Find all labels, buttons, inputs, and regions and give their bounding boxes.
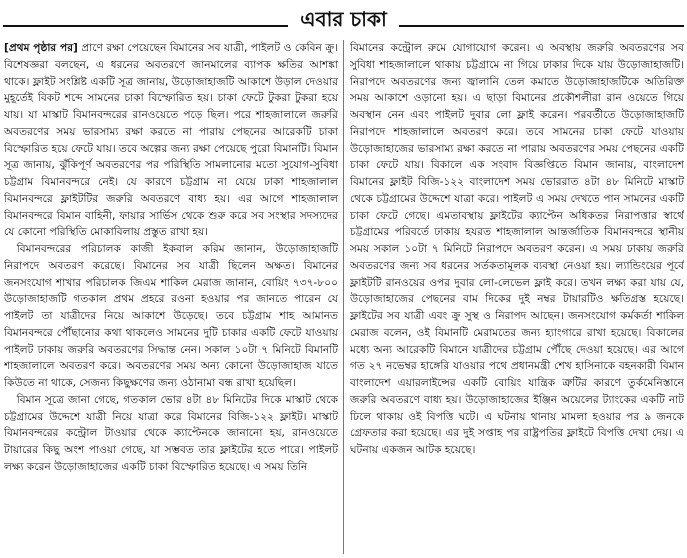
headline: এবার চাকা	[288, 4, 399, 34]
headline-bar	[0, 4, 687, 34]
column-divider	[343, 40, 344, 554]
paragraph-1	[4, 40, 338, 241]
article-column-right	[350, 40, 684, 554]
continuation-kicker: [প্রথম পৃষ্ঠার পর]	[4, 42, 78, 54]
article-column-left	[4, 40, 338, 554]
paragraph-4: বিমানের কন্ট্রোল রুমে যোগাযোগ করেন। এ অবস্থায় জরুরি অবতরণের সব সুবিধা শাহজালালে থাকায় চট্টগ্রামে না গিয়ে ঢাকার দিকে যায় উড়োজাহাজটি। নিরাপদে অবতরণের জন্য জ্বালানি তেল কমাতে উড়োজাহাজটিকে অতিরিক্ত সময় আকাশে ওড়ানো হয়। এ ছাড়া বিমানের প্রকৌশলীরা রান ওয়েতে গিয়ে অবস্থান নেন এবং পাইলট দুবার লো ফ্লাই করেন। পরবর্তীতে উড়োজাহাজটি নিরাপদে শাহজালালে অবতরণ করে। তবে সামনের চাকা ফেটে যাওয়ায় উড়োজাহাজের ভারসাম্য রক্ষা করতে না পারায় অবতরণের সময় পেছনের একটি চাকা ফেটে যায়। বিকালে এক সংবাদ বিজ্ঞপ্তিতে বিমান জানায়, বাংলাদেশ বিমানের ফ্লাইট বিজি-১২২ বাংলাদেশ সময় ভোররাত ৪টা ৪৮ মিনিটে মাস্কাট থেকে চট্টগ্রামের উদ্দেশে যাত্রা করে। পাইলট এ সময় দেখতে পান সামনের একটি চাকা ফেটে গেছে। এমতাবস্থায় ফ্লাইটের ক্যাপ্টেন অধিকতর নিরাপত্তার স্বার্থে চট্টগ্রামের পরিবর্তে ঢাকায় হযরত শাহজালাল আন্তর্জাতিক বিমানবন্দরে স্থানীয় সময় সকাল ১০টা ৭ মিনিটে নিরাপদে অবতরণ করেন। এ সময় ঢাকায় জরুরি অবতরণের জন্য সব ধরনের সর্তকতামূলক ব্যবস্থা নেওয়া হয়। ল্যান্ডিংয়ের পূর্বে ফ্লাইটটি রানওয়ের ওপর দুবার লো-লেভেল ফ্লাই করে। তখন লক্ষ্য করা যায় যে, উড়োজাহাজের পেছনের বাম দিকের দুই নম্বর টায়ারটিও ক্ষতিগ্রস্ত হয়েছে। ফ্লাইটের সব যাত্রী এবং ক্রু সুস্থ ও নিরাপদ আছেন। জনসংযোগ কর্মকর্তা শাকিল মেরাজ বলেন, ওই বিমানটি মেরামতের জন্য হ্যাংগারে রাখা হয়েছে। বিকালের মধ্যে অন্য আরেকটি বিমানে যাত্রীদের চট্টগ্রাম পৌঁছে দেওয়া হয়েছে। এর আগে গত ২৭ নভেম্বর হাঙ্গেরি যাওয়ার পথে প্রধানমন্ত্রী শেখ হাসিনাকে বহনকারী বিমান বাংলাদেশ এয়ারলাইন্সের একটি বোয়িং যান্ত্রিক ত্রুটির কারণে তুর্কমেনিস্তানে জরুরি অবতরণে বাধ্য হয়। উড়োজাহাজের ইঞ্জিন অয়েলের ট্যাংকের একটি নাট ঢিলে থাকায় ওই বিপত্তি ঘটে। এ ঘটনায় থানায় মামলা হওয়ার পর ৯ জনকে গ্রেফতার করা হয়েছে। এর দুই সপ্তাহ পর রাষ্ট্রপতির ফ্লাইটে বিপত্তি দেখা দেয়। এ ঘটনায় একজন আটক হয়েছে।	[350, 42, 684, 456]
paragraph-1-text: প্রাণে রক্ষা পেয়েছেন বিমানের সব যাত্রী, পাইলট ও কেবিন ক্রু। বিশেষজ্ঞরা বলছেন, এ ধরনের অবতরণে জানমালের ব্যাপক ক্ষতির আশঙ্কা থাকে। ফ্লাইট সংশ্লিষ্ট একটি সূত্র জানায়, উড়োজাহাজটি আকাশে উড়াল দেওয়ার মুহূর্তেই বিকট শব্দে সামনের চাকা বিস্ফোরিত হয়। চাকা ফেটে টুকরা টুকরা হয়ে যায়। যা মাস্কাট বিমানবন্দরের রানওয়েতে পড়ে ছিল। পরে শাহজালালে জরুরি অবতরণের সময় ভারসাম্য রক্ষা করতে না পারায় পেছনের আরেকটি চাকা বিস্ফোরিত হয়ে ফেটে যায়। তবে অল্পের জন্য রক্ষা পেয়েছে পুরো বিমানটি। বিমান সূত্র জানায়, ঝুঁকিপূর্ণ অবতরণের পর পরিস্থিতি সামলানোর মতো সুযোগ-সুবিধা চট্টগ্রাম বিমানবন্দরে নেই। যে কারণে চট্টগ্রাম না যেয়ে ঢাকা শাহজালাল বিমানবন্দরে ফ্লাইটটির জরুরি অবতরণে বাধ্য হয়। এর আগে শাহজালাল বিমানবন্দরে বিমান বাহিনী, ফায়ার সার্ভিস থেকে শুরু করে সব সংস্থার সদস্যদের যে কোনো পরিস্থিতি মোকাবিলায় প্রস্তুত রাখা হয়।	[4, 42, 338, 239]
paragraph-2: বিমানবন্দরের পরিচালক কাজী ইকবাল করিম জানান, উড়োজাহাজটি নিরাপদে অবতরণ করেছে। বিমানের সব যাত্রী ছিলেন অক্ষত। বিমানের জনসংযোগ শাখার পরিচালক জিএম শাকিল মেরাজ জানান, বোয়িং ৭৩৭-৮০০ উড়োজাহাজটি গতকাল প্রথম প্রহরে রওনা হওয়ার পর জানতে পারেন যে পাইলট তা যাত্রীদের নিয়ে আকাশে উড়েছে। তবে চট্টগ্রাম শাহ আমানত বিমানবন্দরে পৌঁছানোর কথা থাকলেও সামনের দুটি চাকার একটি ফেটে যাওয়ায় পাইলট ঢাকায় জরুরি অবতরণের সিদ্ধান্ত নেন। সকাল ১০টা ৭ মিনিটে বিমানটি শাহজালালে অবতরণ করে। অবতরণের সময় অন্য কোনো উড়োজাহাজ যাতে কিউতে না থাকে, সেজন্য কিছুক্ষণের জন্য ওঠানামা বন্ধ রাখা হয়েছিল।	[4, 243, 338, 389]
paragraph-3: বিমান সূত্রে জানা গেছে, গতকাল ভোর ৪টা ৪৮ মিনিটের দিকে মাস্কাট থেকে চট্টগ্রামের উদ্দেশে যাত্রী নিয়ে যাত্রা করে বিমানের বিজি-১২২ ফ্লাইট। মাস্কাট বিমানবন্দরের কন্ট্রোল টাওয়ার থেকে ক্যাপ্টেনকে জানানো হয়, রানওয়েতে টায়ারের কিছু অংশ পাওয়া গেছে, যা সম্ভবত তার ফ্লাইটের হতে পারে। পাইলট লক্ষ্য করেন উড়োজাহাজের একটি চাকা বিস্ফোরিত হয়েছে। এ সময় তিনি	[4, 393, 338, 473]
